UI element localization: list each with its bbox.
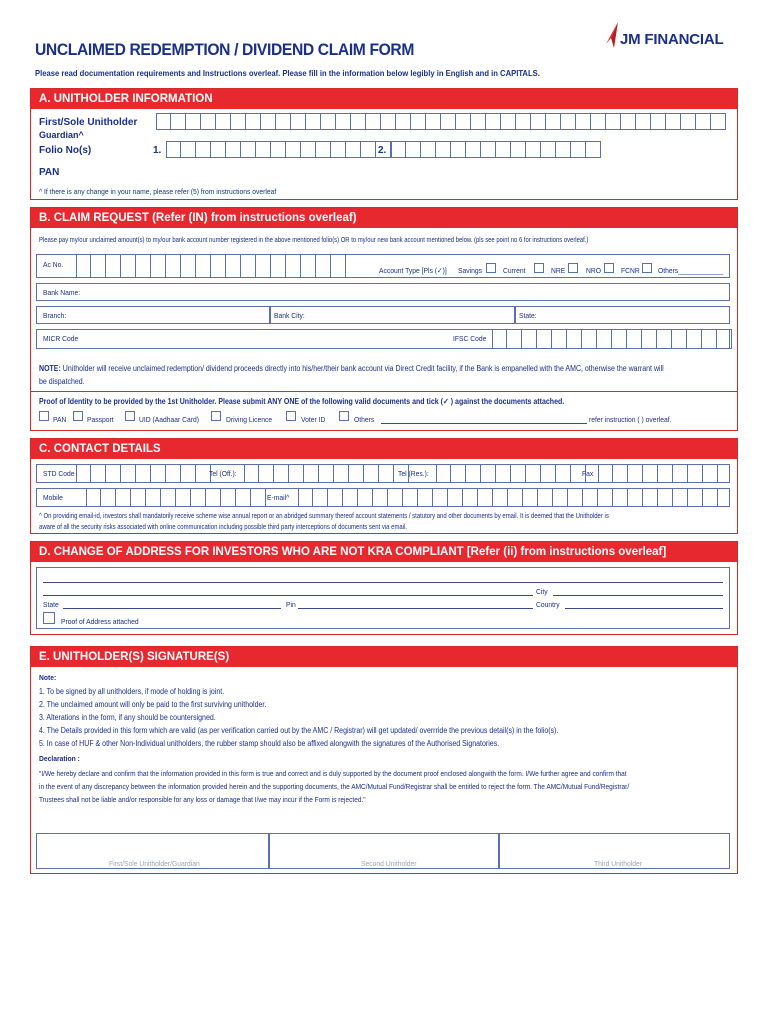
- section-claim-request: [30, 207, 738, 431]
- pin-label: Pin: [286, 600, 296, 609]
- bank-name-label: Bank Name:: [43, 288, 81, 297]
- first-holder-input[interactable]: [156, 113, 726, 130]
- section-change-address: [30, 541, 738, 635]
- pan-doc-label: PAN: [53, 415, 67, 424]
- guardian-label: Guardian^: [39, 130, 84, 140]
- country-label: Country: [536, 600, 560, 609]
- fcnr-label: FCNR: [621, 266, 640, 275]
- note-item: 4. The Details provided in this form which are valid (as per verification carried out by the AMC / Registrar) will get updated/ overrride the previous detail(s) in the folio(s).: [39, 726, 559, 735]
- folio-label: Folio No(s): [39, 145, 92, 156]
- state-label: State:: [519, 311, 537, 320]
- address-box: [36, 567, 730, 629]
- email-footnote-2: aware of all the security risks associated with online communication including possible third party interceptions of documents sent via email.: [39, 522, 408, 531]
- fcnr-checkbox[interactable]: [642, 263, 652, 273]
- email-input[interactable]: [298, 488, 718, 507]
- signature-label-2: Second Unitholder: [361, 859, 417, 868]
- uid-label: UID (Aadhaar Card): [139, 415, 200, 424]
- account-type-label: Account Type [Pls (✓)]: [379, 266, 447, 275]
- section-c-header: C. CONTACT DETAILS: [31, 439, 737, 459]
- tel-res-input[interactable]: [436, 464, 586, 483]
- mobile-input[interactable]: [86, 488, 266, 507]
- note-item: 1. To be signed by all unitholders, if mode of holding is joint.: [39, 687, 225, 696]
- ifsc-label: IFSC Code: [453, 334, 487, 343]
- ac-no-label: Ac No.: [43, 260, 64, 269]
- state-input[interactable]: [515, 306, 730, 324]
- folio-2-input[interactable]: [391, 141, 601, 158]
- dl-checkbox[interactable]: [286, 411, 296, 421]
- micr-label: MICR Code: [43, 334, 79, 343]
- others-doc-input[interactable]: [381, 423, 587, 424]
- claim-intro: Please pay my/our unclaimed amount(s) to my/our bank account number registered in the above mentioned folio(s) OR to my/our new bank account mentioned below. (pls see point no 6 for instructions overleaf.): [39, 235, 589, 244]
- dl-label: Driving Licence: [226, 415, 273, 424]
- std-label: STD Code: [43, 469, 75, 478]
- bank-city-label: Bank City:: [274, 311, 305, 320]
- bank-note-text: Unitholder will receive unclaimed redemption/ dividend proceeds directly into his/her/their bank account via Direct Credit facility, if the Bank is empanelled with the AMC, otherwise the warrant will: [60, 364, 664, 373]
- nre-checkbox[interactable]: [568, 263, 578, 273]
- brand-logo: [600, 22, 740, 52]
- section-contact-details: [30, 438, 738, 534]
- tel-off-label: Tel (Off.):: [209, 469, 237, 478]
- folio-1-input[interactable]: [166, 141, 391, 158]
- std-input[interactable]: [76, 464, 211, 483]
- section-a-footnote: ^ If there is any change in your name, please refer (5) from instructions overleaf: [39, 187, 277, 196]
- current-label: Current: [503, 266, 526, 275]
- account-number-input[interactable]: [76, 254, 346, 278]
- note-item: 3. Alterations in the form, if any should be countersigned.: [39, 713, 216, 722]
- passport-checkbox[interactable]: [125, 411, 135, 421]
- folio-1-label: 1.: [153, 145, 162, 156]
- pan-label: PAN: [39, 167, 60, 178]
- section-a-header: A. UNITHOLDER INFORMATION: [31, 89, 737, 109]
- brand-name: JM FINANCIAL: [620, 31, 724, 48]
- fax-input[interactable]: [598, 464, 718, 483]
- bank-note: [39, 364, 664, 373]
- others-doc-label: Others: [354, 415, 375, 424]
- page-title: UNCLAIMED REDEMPTION / DIVIDEND CLAIM FORM: [35, 40, 415, 59]
- city-input[interactable]: [553, 595, 723, 596]
- refer-instruction: refer instruction ( ) overleaf.: [589, 415, 672, 424]
- tel-res-label: Tel (Res.):: [398, 469, 429, 478]
- declaration-line: Trustees shall not be liable and/or responsible for any loss or damage that I/we may incur if the Form is rejected.": [39, 795, 366, 804]
- ifsc-input[interactable]: [492, 329, 732, 349]
- declaration-line: "I/We hereby declare and confirm that the information provided in this form is true and correct and is duly supported by the document proof enclosed alongwith the form. I/We further agree and confirm that: [39, 769, 627, 778]
- state-addr-input[interactable]: [63, 608, 281, 609]
- tel-off-input[interactable]: [244, 464, 409, 483]
- pan-doc-box[interactable]: [73, 411, 83, 421]
- branch-label: Branch:: [43, 311, 67, 320]
- proof-title: Proof of Identity to be provided by the 1st Unitholder. Please submit ANY ONE of the following valid documents and tick (✓ ) against the documents attached.: [39, 397, 565, 406]
- address-line-2[interactable]: [43, 595, 533, 596]
- proof-address-label: Proof of Address attached: [61, 617, 139, 626]
- proof-address-checkbox[interactable]: [43, 612, 55, 624]
- branch-input[interactable]: [36, 306, 270, 324]
- bank-note-label: NOTE:: [39, 364, 61, 373]
- first-holder-label: First/Sole Unitholder: [39, 117, 138, 128]
- section-d-header: D. CHANGE OF ADDRESS FOR INVESTORS WHO ARE NOT KRA COMPLIANT [Refer (ii) from instructions overleaf]: [31, 542, 737, 562]
- voter-checkbox[interactable]: [339, 411, 349, 421]
- notes-list: [39, 685, 558, 750]
- declaration-label: Declaration :: [39, 754, 80, 763]
- signature-label-1: First/Sole Unitholder/Guardian: [109, 859, 200, 868]
- city-label: City: [536, 587, 548, 596]
- section-b-header: B. CLAIM REQUEST (Refer (IN) from instructions overleaf): [31, 208, 737, 228]
- passport-label: Passport: [87, 415, 114, 424]
- voter-label: Voter ID: [301, 415, 326, 424]
- savings-checkbox[interactable]: [486, 263, 496, 273]
- section-signatures: [30, 646, 738, 874]
- nro-label: NRO: [586, 266, 602, 275]
- note-item: 2. The unclaimed amount will only be paid to the first surviving unitholder.: [39, 700, 267, 709]
- bank-note-cont: be dispatched.: [39, 377, 85, 386]
- nre-label: NRE: [551, 266, 566, 275]
- declaration-line: in the event of any discrepancy between the information provided herein and the supporting documents, the AMC/Mutual Fund/Registrar shall be entitled to reject the form. The AMC/Mutual Fund/Registrar/: [39, 782, 630, 791]
- email-footnote-1: ^ On providing email-id, investors shall mandatorily receive scheme wise annual report or an abridged summary thereof account statements / statutory and other documents by email. It is deemed that the Unitholder is: [39, 511, 609, 520]
- state-addr-label: State: [43, 600, 59, 609]
- bank-city-input[interactable]: [270, 306, 515, 324]
- email-label: E-mail^: [267, 493, 290, 502]
- fax-label: Fax: [582, 469, 594, 478]
- divider: [31, 391, 737, 392]
- savings-label: Savings: [458, 266, 483, 275]
- section-unitholder-info: [30, 88, 738, 200]
- declaration-text: [39, 767, 629, 806]
- folio-2-label: 2.: [378, 145, 387, 156]
- bank-name-input[interactable]: [36, 283, 730, 301]
- mobile-label: Mobile: [43, 493, 63, 502]
- jm-logo-icon: [600, 22, 622, 48]
- section-e-header: E. UNITHOLDER(S) SIGNATURE(S): [31, 647, 737, 667]
- intro-text: Please read documentation requirements and Instructions overleaf. Please fill in the information below legibly in English and in CAPITALS.: [35, 68, 540, 78]
- current-checkbox[interactable]: [534, 263, 544, 273]
- country-input[interactable]: [565, 608, 723, 609]
- pan-checkbox[interactable]: [39, 411, 49, 421]
- signature-label-3: Third Unitholder: [594, 859, 643, 868]
- nro-checkbox[interactable]: [604, 263, 614, 273]
- uid-checkbox[interactable]: [211, 411, 221, 421]
- address-line-1[interactable]: [43, 582, 723, 583]
- note-label: Note:: [39, 673, 57, 682]
- pin-input[interactable]: [298, 608, 533, 609]
- note-item: 5. In case of HUF & other Non-Individual unitholders, the rubber stamp should also be affixed alongwith the signatures of the Authorised Signatories.: [39, 739, 500, 748]
- others-label: Others____________: [658, 266, 724, 275]
